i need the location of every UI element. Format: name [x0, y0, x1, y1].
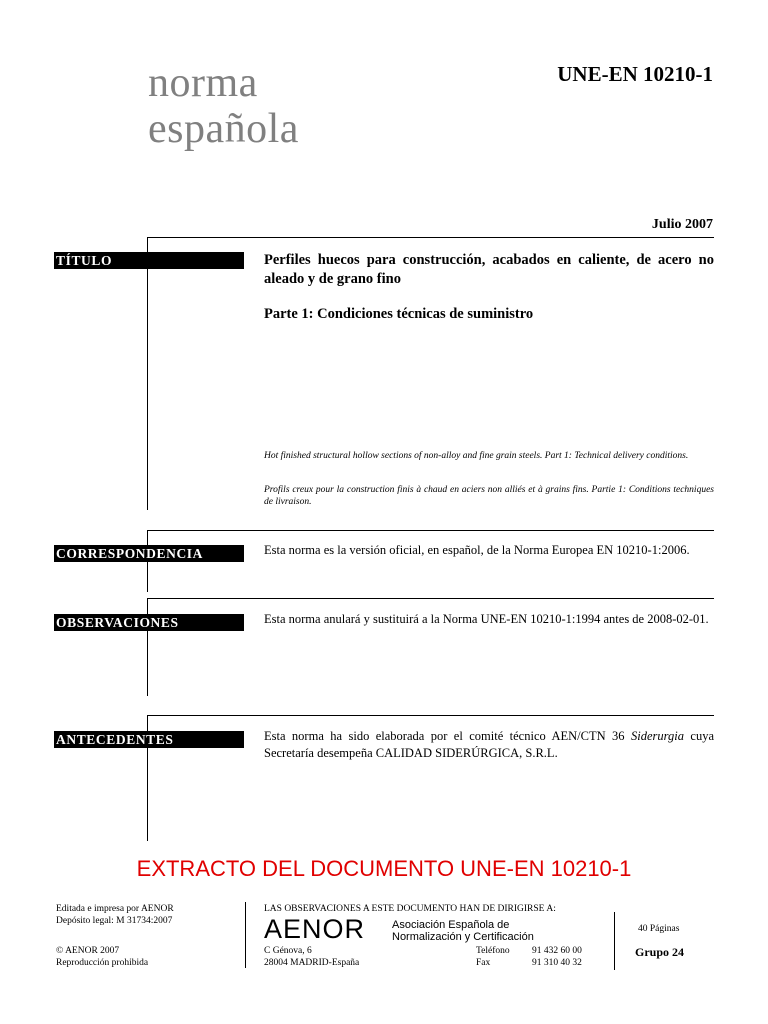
vrule-observaciones	[147, 598, 148, 696]
footer-deposit: Depósito legal: M 31734:2007	[56, 916, 173, 926]
title-english: Hot finished structural hollow sections of non-alloy and fine grain steels. Part 1: Technical delivery conditions.	[264, 451, 689, 461]
rule-correspondencia	[148, 530, 714, 531]
standard-code: UNE-EN 10210-1	[557, 62, 713, 86]
phone-label: Teléfono	[476, 946, 510, 956]
label-observaciones: OBSERVACIONES	[36, 614, 244, 631]
page-count: 40 Páginas	[638, 924, 680, 934]
aenor-association: Asociación Española de Normalización y Certificación	[392, 919, 534, 943]
label-antecedentes: ANTECEDENTES	[36, 731, 244, 748]
price-group: Grupo 24	[635, 945, 685, 959]
label-correspondencia: CORRESPONDENCIA	[36, 545, 244, 562]
phone-number: 91 432 60 00	[532, 946, 582, 956]
footer-reproduction: Reproducción prohibida	[56, 958, 149, 968]
rule-antecedentes	[148, 715, 714, 716]
brand-espanola: española	[148, 106, 299, 152]
pages-box	[614, 912, 715, 970]
extract-notice: EXTRACTO DEL DOCUMENTO UNE-EN 10210-1	[136, 856, 632, 881]
antecedentes-text: Esta norma ha sido elaborada por el comité técnico AEN/CTN 36 Siderurgia cuya Secretaría desempeña CALIDAD SIDERÚRGICA, S.R.L.	[264, 729, 714, 760]
vrule-titulo	[147, 237, 148, 510]
correspondencia-text: Esta norma es la versión oficial, en español, de la Norma Europea EN 10210-1:2006.	[264, 543, 690, 557]
rule-titulo	[148, 237, 714, 238]
address-street: C Génova, 6	[264, 946, 312, 956]
observations-to: LAS OBSERVACIONES A ESTE DOCUMENTO HAN DE DIRIGIRSE A:	[264, 904, 556, 914]
title-french: Profils creux pour la construction finis à chaud en aciers non alliés et à grains fins. Partie 1: Conditions techniques de livraison.	[264, 485, 714, 507]
committee-name: Siderurgia	[630, 729, 684, 743]
publication-date: Julio 2007	[651, 217, 713, 232]
rule-observaciones	[148, 598, 714, 599]
aenor-logo: AENOR	[264, 914, 366, 944]
label-titulo: TÍTULO	[36, 252, 244, 269]
fax-label: Fax	[476, 958, 491, 968]
brand-norma: norma	[148, 60, 258, 106]
fax-number: 91 310 40 32	[532, 958, 582, 968]
footer-copyright: © AENOR 2007	[56, 946, 120, 956]
document-title: Perfiles huecos para construcción, acabados en caliente, de acero no aleado y de grano fino	[264, 252, 714, 287]
address-city: 28004 MADRID-España	[264, 958, 360, 968]
document-part: Parte 1: Condiciones técnicas de suministro	[264, 306, 534, 322]
observaciones-text: Esta norma anulará y sustituirá a la Norma UNE-EN 10210-1:1994 antes de 2008-02-01.	[264, 612, 709, 626]
footer-divider	[245, 902, 246, 968]
footer-edited: Editada e impresa por AENOR	[56, 904, 174, 914]
